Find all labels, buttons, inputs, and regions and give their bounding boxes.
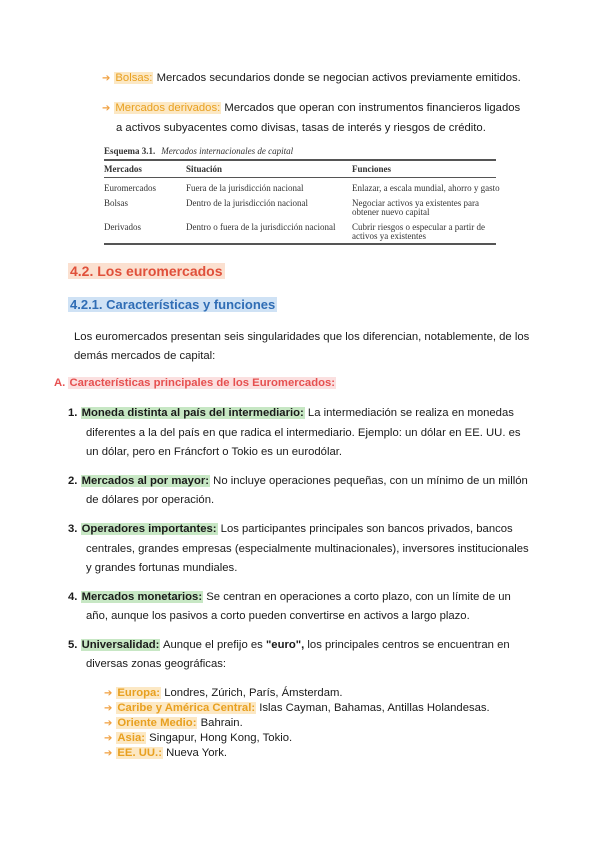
region-text: Nueva York. [166, 747, 228, 759]
section-number: 4.2. [70, 263, 94, 279]
bullet-derivados-cont: a activos subyacentes como divisas, tasas de interés y riesgos de crédito. [116, 122, 486, 134]
arrow-icon: ➔ [104, 748, 113, 759]
arrow-icon: ➔ [102, 73, 111, 84]
item-text: Se centran en operaciones a corto plazo, con un límite de un [206, 591, 511, 603]
region-label: EE. UU.: [117, 747, 162, 759]
intro-line-1: Los euromercados presentan seis singularidades que los diferencian, notablemente, de los [74, 331, 530, 343]
arrow-icon: ➔ [104, 733, 113, 744]
scheme-caption: Mercados internacionales de capital [161, 146, 294, 156]
bottom-rule [104, 243, 496, 245]
region-text: Londres, Zúrich, París, Ámsterdam. [164, 687, 343, 699]
arrow-icon: ➔ [104, 718, 113, 729]
item-2-line-1 [68, 474, 528, 488]
list-letter: A. [54, 377, 66, 389]
region-text: Islas Cayman, Bahamas, Antillas Holandesas. [259, 702, 490, 714]
section-heading [68, 262, 225, 280]
region-label: Caribe y América Central: [117, 702, 256, 714]
region-item [104, 716, 243, 731]
arrow-icon: ➔ [104, 703, 113, 714]
item-number: 5. [68, 639, 78, 651]
item-3-line-2: centrales, grandes empresas (especialmente multinacionales), inversores institucionales [86, 543, 529, 555]
subsection-heading-highlight [68, 297, 277, 312]
bullet-text: Mercados secundarios donde se negocian activos previamente emitidos. [156, 72, 521, 84]
region-item [104, 701, 490, 716]
item-5-line-1 [68, 638, 510, 652]
row-functions: Negociar activos ya existentes para [352, 198, 479, 208]
item-number: 4. [68, 591, 78, 603]
row-functions: Enlazar, a escala mundial, ahorro y gasto [352, 183, 500, 193]
item-text: No incluye operaciones pequeñas, con un mínimo de un millón [213, 475, 528, 487]
item-bold-word: "euro", [265, 639, 305, 651]
region-text: Bahrain. [200, 717, 243, 729]
subsection-number: 4.2.1. [70, 297, 103, 312]
item-label: Operadores importantes: [81, 523, 217, 535]
item-1-line-3: un dólar, pero en Fráncfort o Tokio es un eurodólar. [86, 446, 343, 458]
row-situation: Dentro o fuera de la jurisdicción nacional [186, 222, 336, 232]
bullet-bolsas [102, 71, 521, 86]
item-number: 2. [68, 475, 78, 487]
region-item [104, 731, 292, 746]
bullet-text: Mercados que operan con instrumentos financieros ligados [224, 102, 521, 114]
row-market: Bolsas [104, 198, 129, 208]
row-functions: Cubrir riesgos o especular a partir de [352, 222, 485, 232]
item-4-line-2: año, aunque los pasivos a corto pueden convertirse en activos a largo plazo. [86, 610, 470, 622]
bullet-label: Bolsas: [115, 72, 153, 84]
item-text-after: los principales centros se encuentran en [307, 639, 510, 651]
row-functions: activos ya existentes [352, 231, 426, 241]
row-functions: obtener nuevo capital [352, 207, 430, 217]
scheme-table [104, 146, 500, 250]
header-functions: Funciones [352, 164, 392, 174]
item-label: Moneda distinta al país del intermediario: [81, 407, 304, 419]
scheme-title [104, 146, 293, 156]
header-rule [104, 177, 496, 178]
region-label: Asia: [117, 732, 146, 744]
item-1-line-2: diferentes a la del país en que radica el intermediario. Ejemplo: un dólar en EE. UU. es [86, 427, 521, 439]
item-4-line-1 [68, 590, 511, 604]
subsection-heading [68, 296, 277, 313]
row-market: Derivados [104, 222, 141, 232]
item-label: Mercados monetarios: [81, 591, 203, 603]
subsection-title: Características y funciones [106, 297, 276, 312]
intro-line-2: demás mercados de capital: [74, 350, 216, 362]
bullet-label: Mercados derivados: [115, 102, 221, 114]
item-text: La intermediación se realiza en monedas [307, 407, 514, 419]
region-text: Singapur, Hong Kong, Tokio. [149, 732, 293, 744]
item-2-line-2: de dólares por operación. [86, 494, 215, 506]
item-text: Los participantes principales son bancos privados, bancos [220, 523, 513, 535]
arrow-icon: ➔ [104, 688, 113, 699]
item-label: Mercados al por mayor: [81, 475, 210, 487]
row-situation: Dentro de la jurisdicción nacional [186, 198, 308, 208]
region-label: Europa: [117, 687, 161, 699]
list-heading-text: Características principales de los Euromercados: [69, 377, 336, 389]
region-label: Oriente Medio: [117, 717, 197, 729]
top-rule [104, 159, 496, 161]
scheme-label: Esquema 3.1. [104, 146, 156, 156]
header-markets: Mercados [104, 164, 142, 174]
item-5-line-2: diversas zonas geográficas: [86, 658, 227, 670]
item-1-line-1 [68, 406, 514, 420]
region-item [104, 686, 343, 701]
item-3-line-1 [68, 522, 513, 536]
row-situation: Fuera de la jurisdicción nacional [186, 183, 304, 193]
region-item [104, 746, 227, 761]
item-text: Aunque el prefijo es [162, 639, 263, 651]
section-heading-highlight [68, 263, 225, 279]
section-title: Los euromercados [97, 263, 223, 279]
item-number: 3. [68, 523, 78, 535]
item-number: 1. [68, 407, 78, 419]
arrow-icon: ➔ [102, 103, 111, 114]
bullet-derivados [102, 101, 520, 116]
list-heading [54, 376, 336, 390]
header-situation: Situación [186, 164, 223, 174]
item-3-line-3: y grandes fortunas mundiales. [86, 562, 238, 574]
item-label: Universalidad: [81, 639, 160, 651]
row-market: Euromercados [104, 183, 156, 193]
